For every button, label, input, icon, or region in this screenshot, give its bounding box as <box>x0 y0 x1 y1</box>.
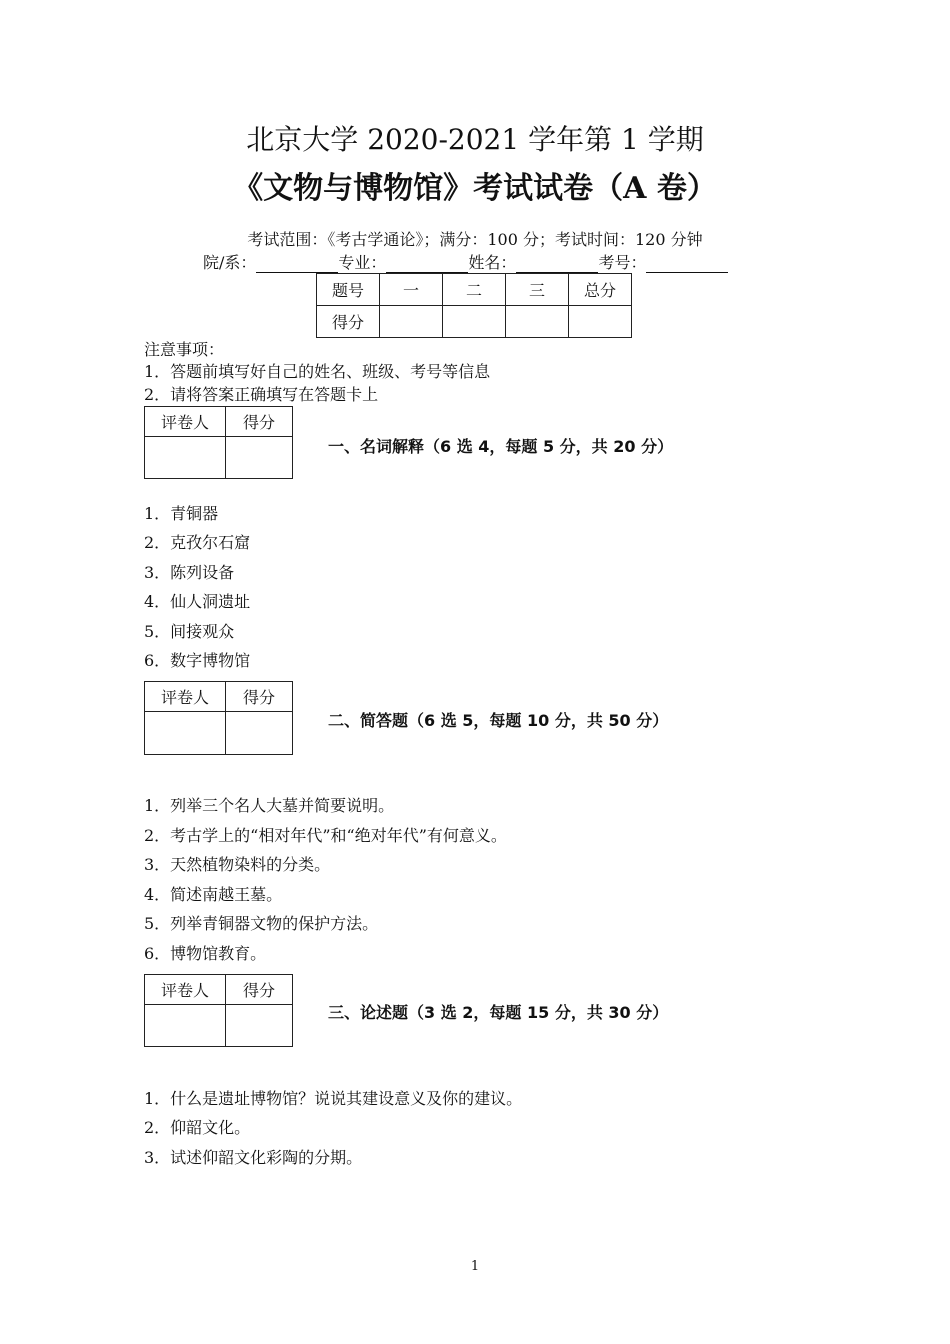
field-label: 姓名： <box>468 253 517 272</box>
question-item: 5．列举青铜器文物的保护方法。 <box>144 914 379 933</box>
table-header: 总分 <box>569 274 632 306</box>
name-blank[interactable] <box>516 256 598 273</box>
score-cell <box>226 437 293 479</box>
exam-number-blank[interactable] <box>646 256 728 273</box>
score-cell <box>506 306 569 338</box>
exam-title: 北京大学 2020-2021 学年第 1 学期 <box>246 123 704 156</box>
question-item: 6．数字博物馆 <box>144 651 251 670</box>
question-item: 3．陈列设备 <box>144 563 235 582</box>
question-item: 4．仙人洞遗址 <box>144 592 251 611</box>
notes-title: 注意事项： <box>144 340 225 359</box>
grader-box <box>144 974 293 1047</box>
question-item: 1．青铜器 <box>144 504 219 523</box>
question-item: 2．克孜尔石窟 <box>144 533 251 552</box>
score-label: 得分 <box>226 682 293 712</box>
score-cell <box>569 306 632 338</box>
field-label: 院/系： <box>203 253 257 272</box>
question-item: 3．试述仰韶文化彩陶的分期。 <box>144 1148 363 1167</box>
question-item: 4．简述南越王墓。 <box>144 885 283 904</box>
score-label: 得分 <box>226 407 293 437</box>
grader-cell <box>145 437 226 479</box>
major-blank[interactable] <box>386 256 468 273</box>
row-label: 得分 <box>317 306 380 338</box>
page-number: 1 <box>470 1259 480 1274</box>
score-cell <box>226 712 293 755</box>
field-label: 专业： <box>338 253 387 272</box>
score-cell <box>226 1005 293 1047</box>
question-item: 3．天然植物染料的分类。 <box>144 855 331 874</box>
exam-info: 考试范围：《考古学通论》；满分：100 分；考试时间：120 分钟 <box>247 230 703 249</box>
grader-box <box>144 681 293 755</box>
table-header: 二 <box>443 274 506 306</box>
note-item: 1．答题前填写好自己的姓名、班级、考号等信息 <box>144 362 491 381</box>
exam-subtitle: 《文物与博物馆》考试试卷（A 卷） <box>233 171 717 206</box>
section-heading: 二、简答题（6 选 5，每题 10 分，共 50 分） <box>328 711 669 730</box>
field-label: 考号： <box>598 253 647 272</box>
question-item: 5．间接观众 <box>144 622 235 641</box>
score-cell <box>443 306 506 338</box>
question-item: 6．博物馆教育。 <box>144 944 267 963</box>
grader-label: 评卷人 <box>145 407 226 437</box>
department-blank[interactable] <box>256 256 338 273</box>
grader-cell <box>145 712 226 755</box>
section-heading: 三、论述题（3 选 2，每题 15 分，共 30 分） <box>328 1003 669 1022</box>
grader-box <box>144 406 293 479</box>
grader-label: 评卷人 <box>145 682 226 712</box>
score-table <box>316 273 632 338</box>
table-header: 三 <box>506 274 569 306</box>
table-header: 一 <box>380 274 443 306</box>
question-item: 2．仰韶文化。 <box>144 1118 251 1137</box>
table-header: 题号 <box>317 274 380 306</box>
grader-cell <box>145 1005 226 1047</box>
score-cell <box>380 306 443 338</box>
section-heading: 一、名词解释（6 选 4，每题 5 分，共 20 分） <box>328 437 674 456</box>
note-item: 2．请将答案正确填写在答题卡上 <box>144 385 379 404</box>
grader-label: 评卷人 <box>145 975 226 1005</box>
question-item: 1．什么是遗址博物馆？说说其建设意义及你的建议。 <box>144 1089 523 1108</box>
question-item: 2．考古学上的“相对年代”和“绝对年代”有何意义。 <box>144 826 507 845</box>
question-item: 1．列举三个名人大墓并简要说明。 <box>144 796 395 815</box>
score-label: 得分 <box>226 975 293 1005</box>
student-fields <box>203 253 728 273</box>
